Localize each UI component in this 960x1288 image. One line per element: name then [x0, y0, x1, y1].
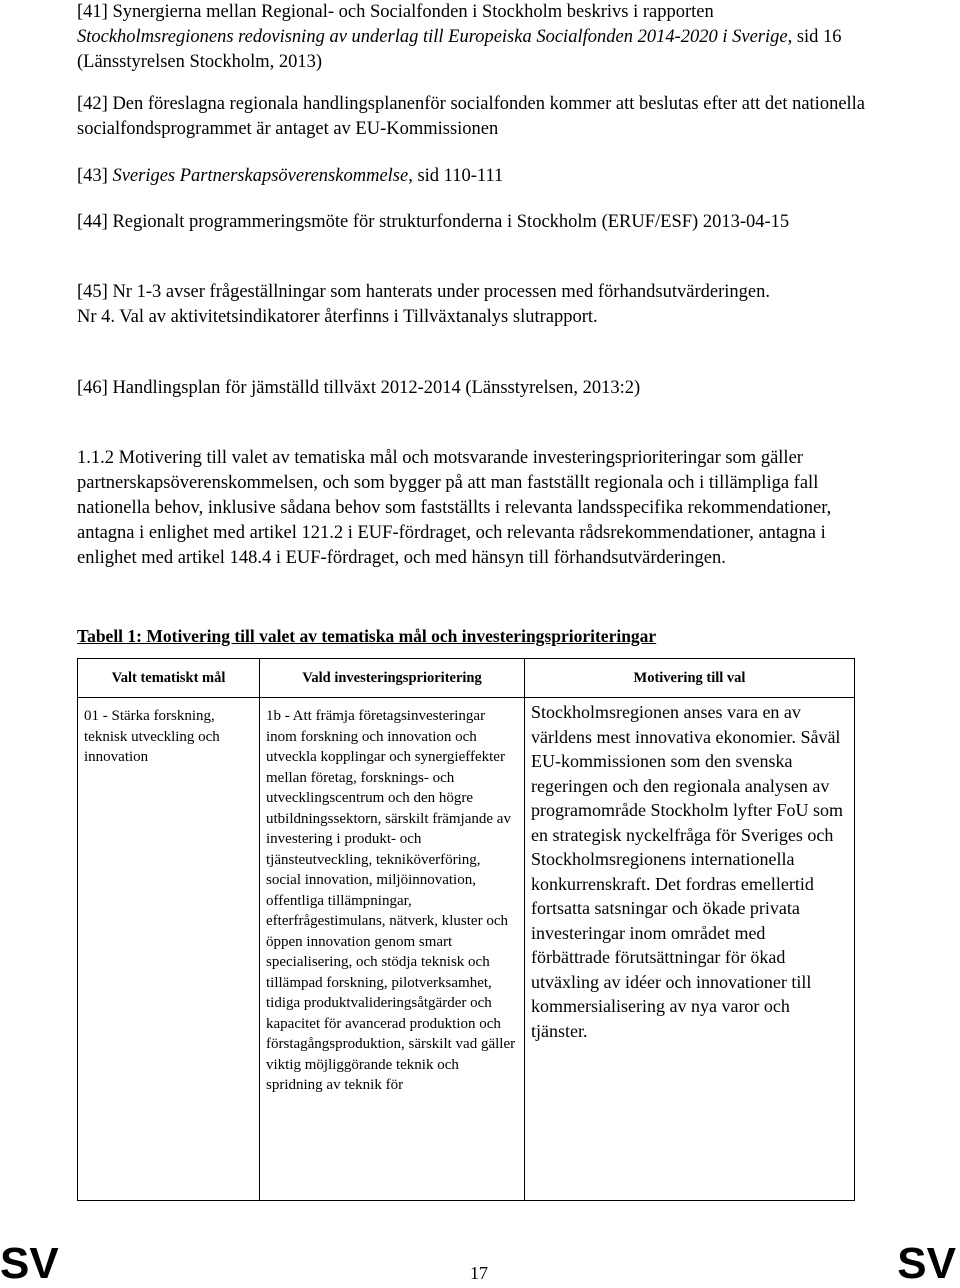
cell-tematiskt-mal: 01 - Stärka forskning, teknisk utveckling och innovation — [78, 698, 260, 1201]
header-investeringsprioritering: Vald investeringsprioritering — [260, 659, 525, 698]
table-header-row — [78, 659, 855, 698]
page-number: 17 — [470, 1263, 488, 1283]
table-row — [78, 698, 855, 1201]
cell-investeringsprioritering: 1b - Att främja företagsinvesteringar inom forskning och innovation och utveckla kopplingar och synergieffekter mellan företag, forsknings- och utvecklingscentrum och den högre utbildningssektorn, särskilt främjande av investering i produkt- och tjänsteutveckling, tekniköverföring, social innovation, miljöinnovation, offentliga tillämpningar, efterfrågestimulans, nätverk, kluster och öppen innovation genom smart specialisering, och stödja teknisk och tillämpad forskning, pilotverksamhet, tidiga produktvalideringsåtgärder och kapacitet för avancerad produktion och förstagångsproduktion, särskilt vad gäller viktig möjliggörande teknik och spridning av teknik för — [260, 698, 525, 1201]
footnote-43-italic: Sveriges Partnerskapsöverenskommelse — [112, 166, 409, 186]
motivation-table — [77, 658, 855, 1201]
language-code-right: SV — [897, 1239, 956, 1288]
footnote-46: [46] Handlingsplan för jämställd tillväxt 2012-2014 (Länsstyrelsen, 2013:2) — [77, 378, 641, 398]
footnote-41-suffix: sid 16 (Länsstyrelsen Stockholm, 2013) — [77, 27, 842, 72]
header-motivering: Motivering till val — [525, 659, 855, 698]
language-code-left: SV — [0, 1239, 59, 1288]
header-tematiskt-mal: Valt tematiskt mål — [78, 659, 260, 698]
footnote-42: [42] Den föreslagna regionala handlingsplanenför socialfonden kommer att beslutas efter att det nationella socialfondsprogrammet är antaget av EU-Kommissionen — [77, 94, 866, 139]
footnote-44: [44] Regionalt programmeringsmöte för strukturfonderna i Stockholm (ERUF/ESF) 2013-04-15 — [77, 212, 790, 232]
footnote-41 — [77, 0, 867, 75]
footnote-43 — [77, 164, 867, 189]
footnote-41-prefix: [41] Synergierna mellan Regional- och Socialfonden i Stockholm beskrivs i rapporten — [77, 2, 714, 22]
footnote-41-italic: Stockholmsregionens redovisning av underlag till Europeiska Socialfonden 2014-2020 i Sverige, — [77, 27, 793, 47]
footnote-45: [45] Nr 1-3 avser frågeställningar som hanterats under processen med förhandsutvärderingen. Nr 4. Val av aktivitetsindikatorer återfinns i Tillväxtanalys slutrapport. — [77, 282, 770, 327]
footnote-43-prefix: [43] — [77, 166, 113, 186]
footnote-43-suffix: , sid 110-111 — [408, 166, 504, 186]
cell-motivering: Stockholmsregionen anses vara en av världens mest innovativa ekonomier. Såväl EU-kommissionen som den svenska regeringen och den regionala analysen av programområde Stockholm lyfter FoU som en strategisk nyckelfråga för Sveriges och Stockholmsregionens internationella konkurrenskraft. Det fordras emellertid fortsatta satsningar och ökade privata investeringar inom området med förbättrade förutsättningar för ökad utväxling av idéer och innovationer till kommersialisering av nya varor och tjänster. — [525, 698, 855, 1201]
section-paragraph: 1.1.2 Motivering till valet av tematiska mål och motsvarande investeringsprioriteringar som gäller partnerskapsöverenskommelsen, och som bygger på att man fastställt regionala och i tillämpliga fall nationella behov, inklusive sådana behov som fastställts i relevanta landsspecifika rekommendationer, antagna i enlighet med artikel 121.2 i EUF-fördraget, och relevanta rådsrekommendationer, antagna i enlighet med artikel 148.4 i EUF-fördraget, och med hänsyn till förhandsutvärderingen. — [77, 448, 832, 568]
table-title: Tabell 1: Motivering till valet av tematiska mål och investeringsprioriteringar — [77, 626, 657, 646]
